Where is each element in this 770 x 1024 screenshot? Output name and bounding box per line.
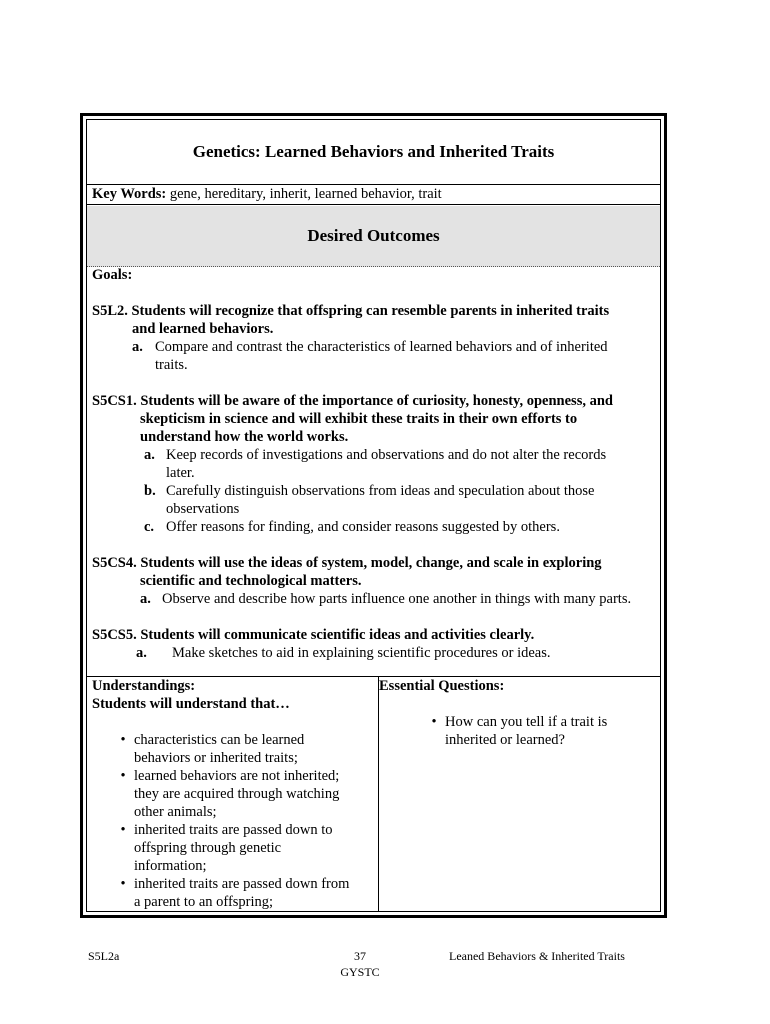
goals-section [92,266,656,662]
essential-questions-column [379,677,660,911]
understandings-column [87,677,379,911]
goal-text: Keep records of investigations and observations and do not alter the records [166,447,607,463]
standard-heading: understand how the world works. [140,429,349,445]
goal-item [92,446,656,464]
list-item-text: learned behaviors are not inherited; [134,768,340,784]
list-item [112,875,378,911]
essential-questions-heading: Essential Questions: [379,678,505,694]
goal-marker: a. [136,645,147,661]
standard-heading: S5CS4. Students will use the ideas of system, model, change, and scale in exploring [92,555,602,571]
goal-text: observations [166,501,240,517]
list-item-text: inherited traits are passed down from [134,876,350,892]
standard-heading: scientific and technological matters. [140,573,362,589]
bullet-icon: • [120,732,126,748]
understandings-subheading: Students will understand that… [92,696,290,712]
goal-text: Offer reasons for finding, and consider reasons suggested by others. [166,519,560,535]
list-item-text: inherited or learned? [445,732,565,748]
list-item-text: they are acquired through watching [134,786,340,802]
understandings-heading: Understandings: [92,678,196,694]
list-item-text: characteristics can be learned [134,732,305,748]
bullet-icon: • [120,876,126,892]
goal-text: traits. [155,357,188,373]
standard-s5cs5 [92,626,656,662]
goal-text: Make sketches to aid in explaining scientific procedures or ideas. [172,645,551,661]
goal-item [92,590,656,608]
page-title: Genetics: Learned Behaviors and Inherited Traits [192,142,555,161]
list-item [112,731,378,767]
standard-heading: S5L2. Students will recognize that offspring can resemble parents in inherited traits [92,303,610,319]
list-item-text: a parent to an offspring; [134,894,274,910]
goal-text: later. [166,465,195,481]
list-item-text: information; [134,858,207,874]
keywords-label: Key Words: [92,186,167,202]
list-item-text: How can you tell if a trait is [445,714,608,730]
goal-marker: a. [144,447,155,463]
list-item-text: behaviors or inherited traits; [134,750,298,766]
essential-questions-list [379,713,660,749]
understandings-list [92,731,378,911]
page-number: 37 [354,949,366,963]
goal-text: Carefully distinguish observations from ideas and speculation about those [166,483,595,499]
standard-s5cs1 [92,392,656,536]
keywords-row [87,185,660,205]
list-item [112,767,378,821]
standard-heading: S5CS1. Students will be aware of the importance of curiosity, honesty, openness, and [92,393,613,409]
footer-org: GYSTC [340,965,380,979]
standard-heading: skepticism in science and will exhibit these traits in their own efforts to [140,411,578,427]
bullet-icon: • [120,822,126,838]
footer-center [330,948,390,980]
footer-left: S5L2a [88,949,120,963]
goal-marker: a. [132,339,143,355]
document-inner-frame [86,119,661,912]
goal-item [92,482,656,500]
goal-marker: c. [144,519,155,535]
bullet-icon: • [120,768,126,784]
goal-item [92,518,656,536]
goal-text: Observe and describe how parts influence one another in things with many parts. [162,591,632,607]
goal-text: Compare and contrast the characteristics of learned behaviors and of inherited [155,339,608,355]
list-item [423,713,660,749]
document-frame [80,113,667,918]
goals-label: Goals: [92,267,133,283]
footer-right: Leaned Behaviors & Inherited Traits [449,949,625,963]
title-row [87,120,660,185]
standard-s5l2 [92,302,656,374]
understandings-questions-row [87,676,660,911]
desired-outcomes-heading: Desired Outcomes [307,226,440,245]
goal-item [92,644,656,662]
desired-outcomes-row [87,206,660,267]
list-item-text: offspring through genetic [134,840,282,856]
standard-heading: and learned behaviors. [132,321,274,337]
standard-heading: S5CS5. Students will communicate scientific ideas and activities clearly. [92,627,535,643]
list-item-text: other animals; [134,804,217,820]
goal-marker: b. [144,483,156,499]
goal-marker: a. [140,591,151,607]
list-item [112,821,378,875]
list-item-text: inherited traits are passed down to [134,822,333,838]
standard-s5cs4 [92,554,656,608]
bullet-icon: • [431,714,437,730]
goal-item [92,338,656,356]
keywords-text: gene, hereditary, inherit, learned behavior, trait [169,186,442,202]
